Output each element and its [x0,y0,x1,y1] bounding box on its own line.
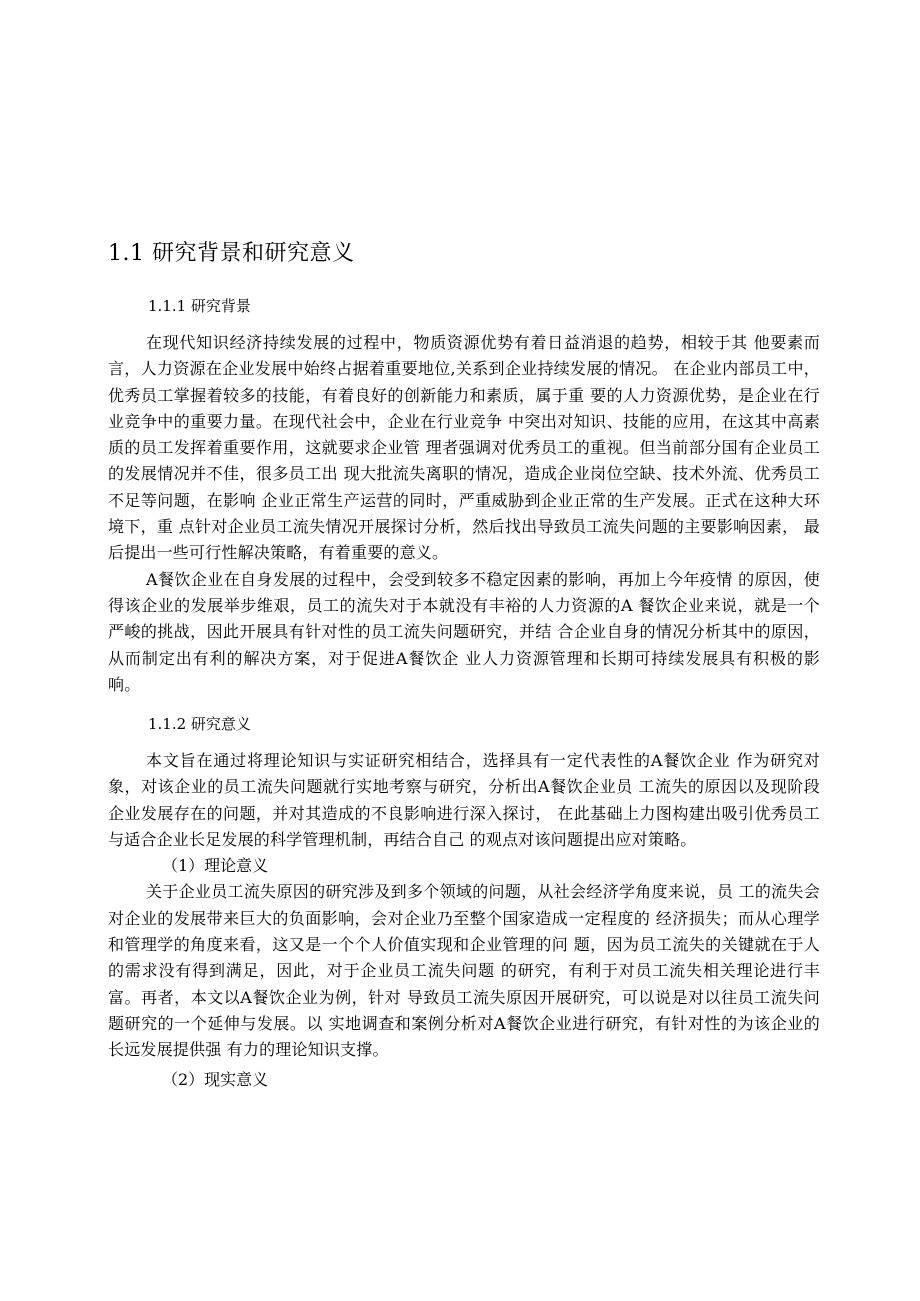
paragraph-significance-intro: 本文旨在通过将理论知识与实证研究相结合，选择具有一定代表性的A餐饮企业 作为研究对象，对该企业的员工流失问题就行实地考察与研究，分析出A餐饮企业员 工流失的原因以及现阶段企业发展存在的问题，并对其造成的不良影响进行深入探讨， 在此基础上力图构建出吸引优秀员工与适合企业长足发展的科学管理机制，再结合自己 的观点对该问题提出应对策略。 [108,751,820,850]
paragraph-theoretical-significance: 关于企业员工流失原因的研究涉及到多个领域的问题，从社会经济学角度来说，员 工的流失会对企业的发展带来巨大的负面影响，会对企业乃至整个国家造成一定程度的 经济损失；而从心理学和管理学的角度来看，这又是一个个人价值实现和企业管理的问 题，因为员工流失的关键就在于人的需求没有得到满足，因此，对于企业员工流失问题 的研究，有利于对员工流失相关理论进行丰富。再者，本文以A餐饮企业为例，针对 导致员工流失原因开展研究，可以说是对以往员工流失问题研究的一个延伸与发展。以 实地调查和案例分析对A餐饮企业进行研究，有针对性的为该企业的长远发展提供强 有力的理论知识支撑。 [108,882,820,1060]
heading-practical-significance: （2）现实意义 [162,1070,269,1090]
paragraph-background-2: A餐饮企业在自身发展的过程中，会受到较多不稳定因素的影响，再加上今年疫情 的原因，使得该企业的发展举步维艰，员工的流失对于本就没有丰裕的人力资源的A 餐饮企业来说，就是一个严峻的挑战，因此开展具有针对性的员工流失问题研究，并结 合企业自身的情况分析其中的原因，从而制定出有利的解决方案，对于促进A餐饮企 业人力资源管理和长期可持续发展具有积极的影响。 [108,569,820,694]
subsection-title-significance: 1.1.2 研究意义 [148,715,251,734]
section-title: 1.1 研究背景和研究意义 [108,241,355,266]
paragraph-background-1: 在现代知识经济持续发展的过程中，物质资源优势有着日益消退的趋势，相较于其 他要素而言，人力资源在企业发展中始终占据着重要地位,关系到企业持续发展的情况。 在企业内部员工中，优秀员工掌握着较多的技能，有着良好的创新能力和素质，属于重 要的人力资源优势，是企业在行业竞争中的重要力量。在现代社会中，企业在行业竞争 中突出对知识、技能的应用，在这其中高素质的员工发挥着重要作用，这就要求企业管 理者强调对优秀员工的重视。但当前部分国有企业员工的发展情况并不佳，很多员工出 现大批流失离职的情况，造成企业岗位空缺、技术外流、优秀员工不足等问题，在影响 企业正常生产运营的同时，严重威胁到企业正常的生产发展。正式在这种大环境下，重 点针对企业员工流失情况开展探讨分析，然后找出导致员工流失问题的主要影响因素， 最后提出一些可行性解决策略，有着重要的意义。 [108,333,820,563]
document-body [108,236,820,1093]
heading-theoretical-significance: （1）理论意义 [162,856,269,876]
subsection-title-background: 1.1.1 研究背景 [148,297,251,315]
